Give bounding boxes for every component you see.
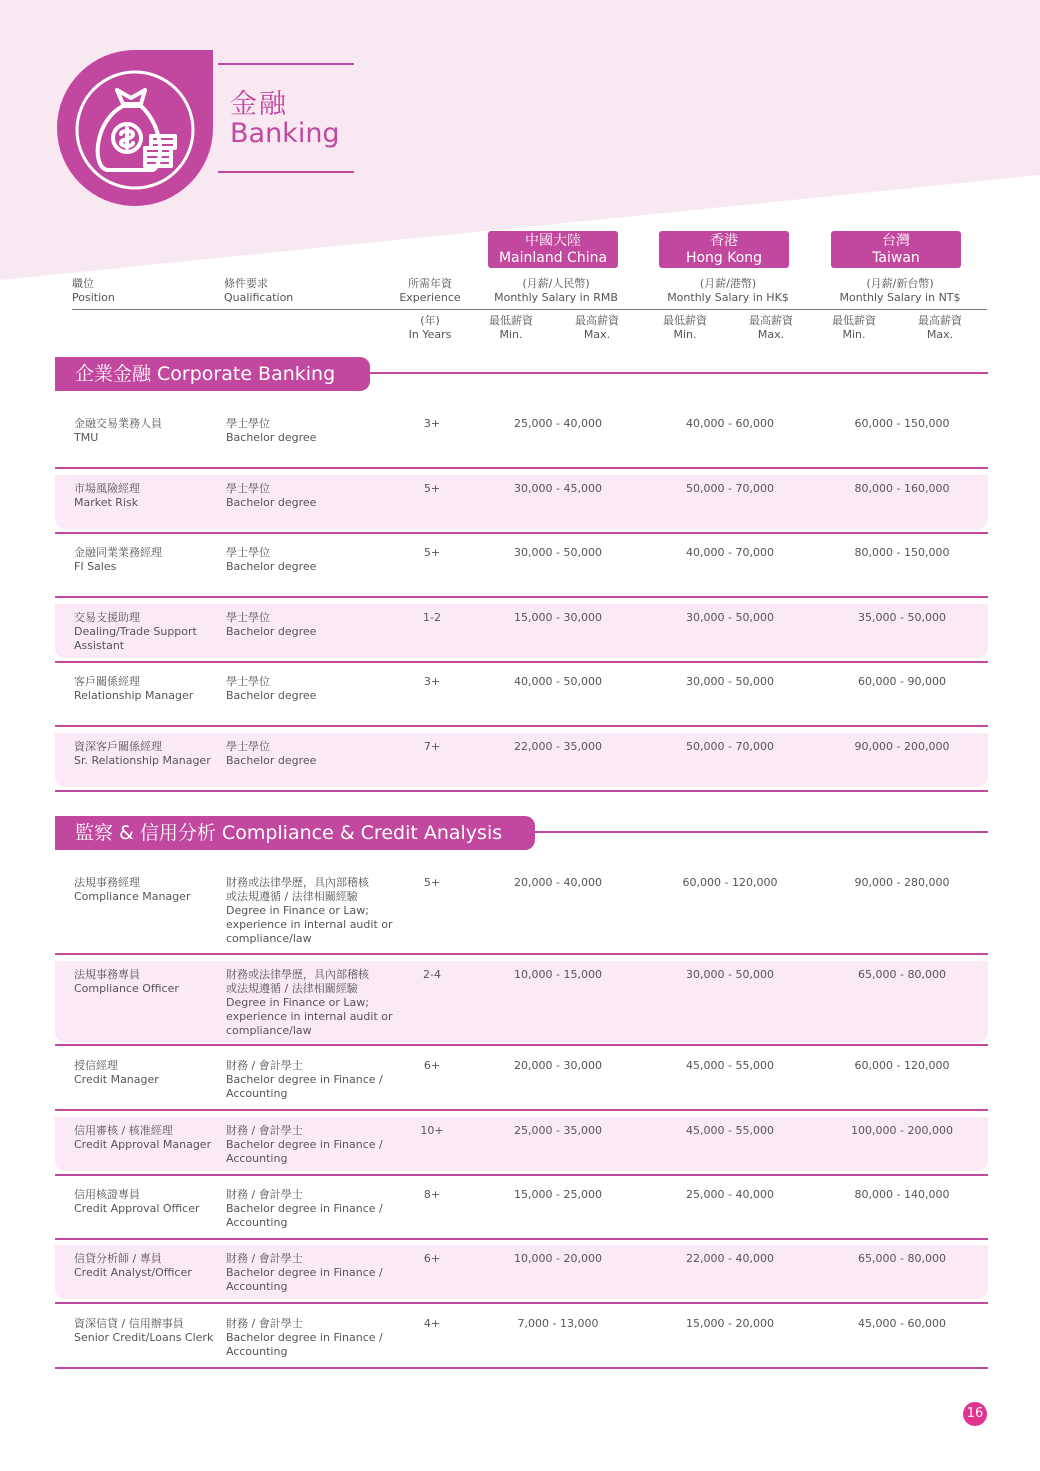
- salary-hongkong-cell: 30,000 - 50,000: [686, 968, 774, 981]
- experience-cell: 7+: [423, 740, 441, 753]
- qualification-line: compliance/law: [226, 1024, 312, 1037]
- row-divider: [55, 725, 988, 727]
- experience-cell: 6+: [423, 1252, 441, 1265]
- qualification-line: Degree in Finance or Law;: [226, 904, 369, 917]
- row-divider: [55, 661, 988, 663]
- row-divider: [55, 532, 988, 534]
- section-title-corporate-banking: 企業金融 Corporate Banking: [55, 357, 370, 391]
- qualification-line: Accounting: [226, 1152, 288, 1165]
- salary-hongkong-cell: 40,000 - 60,000: [686, 417, 774, 430]
- qualification-line: experience in internal audit or: [226, 918, 393, 931]
- qualification-line: 財務或法律學歷，具內部稽核: [226, 968, 369, 981]
- qualification-line: 財務 / 會計學士: [226, 1317, 303, 1330]
- row-divider: [55, 1367, 988, 1369]
- region-zh: 台灣: [882, 233, 910, 249]
- qualification-line: compliance/law: [226, 932, 312, 945]
- qualification-line: Accounting: [226, 1087, 288, 1100]
- salary-taiwan-cell: 60,000 - 90,000: [858, 675, 946, 688]
- qualification-cell: [226, 675, 406, 703]
- header-qual-zh: 條件要求: [224, 277, 268, 290]
- experience-cell: 5+: [423, 482, 441, 495]
- salary-mainland-cell: 25,000 - 40,000: [514, 417, 602, 430]
- max-zh: 最高薪資: [575, 314, 619, 327]
- position-cell: [74, 675, 214, 703]
- salary-unit-zh: (月薪/新台幣): [866, 277, 934, 290]
- qualification-line: Degree in Finance or Law;: [226, 996, 369, 1009]
- salary-mainland-cell: 20,000 - 40,000: [514, 876, 602, 889]
- experience-cell: 3+: [423, 675, 441, 688]
- qualification-line: 財務 / 會計學士: [226, 1188, 303, 1201]
- qualification-line: Bachelor degree in Finance /: [226, 1073, 383, 1086]
- position-zh: 客戶關係經理: [74, 675, 140, 688]
- salary-hongkong-cell: 50,000 - 70,000: [686, 482, 774, 495]
- header-qualification: [224, 277, 293, 305]
- qualification-line: Accounting: [226, 1280, 288, 1293]
- salary-taiwan-cell: 100,000 - 200,000: [851, 1124, 953, 1137]
- qualification-cell: [226, 968, 406, 1038]
- qualification-line: Bachelor degree: [226, 689, 317, 702]
- salary-taiwan-cell: 65,000 - 80,000: [858, 1252, 946, 1265]
- position-en: Dealing/Trade Support Assistant: [74, 625, 197, 652]
- salary-mainland-cell: 20,000 - 30,000: [514, 1059, 602, 1072]
- qualification-line: experience in internal audit or: [226, 1010, 393, 1023]
- qualification-line: Bachelor degree in Finance /: [226, 1138, 383, 1151]
- salary-taiwan-cell: 90,000 - 200,000: [854, 740, 950, 753]
- position-en: Sr. Relationship Manager: [74, 754, 211, 767]
- qualification-cell: [226, 740, 406, 768]
- min-zh: 最低薪資: [489, 314, 533, 327]
- max-zh: 最高薪資: [918, 314, 962, 327]
- row-divider: [55, 1174, 988, 1176]
- experience-cell: 2-4: [423, 968, 441, 981]
- qualification-line: Bachelor degree: [226, 754, 317, 767]
- salary-mainland-cell: 22,000 - 35,000: [514, 740, 602, 753]
- salary-hongkong-cell: 40,000 - 70,000: [686, 546, 774, 559]
- page-title-en: Banking: [230, 118, 340, 149]
- qualification-line: 學士學位: [226, 740, 270, 753]
- experience-cell: 3+: [423, 417, 441, 430]
- qualification-line: Bachelor degree in Finance /: [226, 1202, 383, 1215]
- position-cell: [74, 417, 214, 445]
- salary-hongkong-cell: 50,000 - 70,000: [686, 740, 774, 753]
- qualification-line: 學士學位: [226, 675, 270, 688]
- header-salary-tw: [820, 277, 980, 305]
- header-position: [72, 277, 115, 305]
- experience-cell: 1-2: [423, 611, 441, 624]
- qualification-cell: [226, 417, 406, 445]
- row-divider: [55, 1302, 988, 1304]
- salary-taiwan-cell: 35,000 - 50,000: [858, 611, 946, 624]
- header-min-hk: [657, 314, 713, 342]
- salary-taiwan-cell: 60,000 - 150,000: [854, 417, 950, 430]
- salary-mainland-cell: 25,000 - 35,000: [514, 1124, 602, 1137]
- position-zh: 授信經理: [74, 1059, 118, 1072]
- region-mainland: [488, 231, 618, 268]
- salary-taiwan-cell: 65,000 - 80,000: [858, 968, 946, 981]
- salary-hongkong-cell: 45,000 - 55,000: [686, 1124, 774, 1137]
- header-max-tw: [912, 314, 968, 342]
- position-zh: 信用核證專員: [74, 1188, 140, 1201]
- qualification-line: 財務 / 會計學士: [226, 1252, 303, 1265]
- salary-unit-en: Monthly Salary in HK$: [667, 291, 789, 304]
- salary-hongkong-cell: 60,000 - 120,000: [682, 876, 778, 889]
- qualification-line: 學士學位: [226, 482, 270, 495]
- max-en: Max.: [583, 328, 611, 341]
- section-rule: [535, 831, 988, 833]
- salary-unit-zh: (月薪/人民幣): [522, 277, 590, 290]
- region-zh: 中國大陸: [525, 233, 581, 249]
- salary-mainland-cell: 7,000 - 13,000: [517, 1317, 599, 1330]
- position-en: Credit Approval Manager: [74, 1138, 212, 1151]
- header-salary-hk: [648, 277, 808, 305]
- region-en: Taiwan: [872, 250, 920, 266]
- header-years: [395, 314, 465, 342]
- position-cell: [74, 611, 214, 653]
- region-hongkong: [659, 231, 789, 268]
- experience-cell: 5+: [423, 876, 441, 889]
- qualification-line: Bachelor degree: [226, 625, 317, 638]
- position-en: Senior Credit/Loans Clerk: [74, 1331, 214, 1344]
- min-en: Min.: [842, 328, 866, 341]
- header-max-hk: [743, 314, 799, 342]
- qualification-line: 財務或法律學歷，具內部稽核: [226, 876, 369, 889]
- salary-hongkong-cell: 45,000 - 55,000: [686, 1059, 774, 1072]
- qualification-cell: [226, 1188, 406, 1230]
- position-zh: 交易支援助理: [74, 611, 140, 624]
- salary-taiwan-cell: 80,000 - 140,000: [854, 1188, 950, 1201]
- position-zh: 法規事務經理: [74, 876, 140, 889]
- section-rule: [370, 372, 988, 374]
- header-position-zh: 職位: [72, 277, 94, 290]
- header-position-en: Position: [72, 291, 115, 304]
- region-en: Hong Kong: [685, 250, 763, 266]
- salary-hongkong-cell: 30,000 - 50,000: [686, 611, 774, 624]
- title-rule-bottom: [218, 171, 354, 173]
- qualification-cell: [226, 546, 406, 574]
- qualification-cell: [226, 1059, 406, 1101]
- salary-hongkong-cell: 30,000 - 50,000: [686, 675, 774, 688]
- header-min-tw: [826, 314, 882, 342]
- header-years-zh: (年): [420, 314, 440, 327]
- salary-mainland-cell: 40,000 - 50,000: [514, 675, 602, 688]
- region-en: Mainland China: [498, 250, 608, 266]
- qualification-cell: [226, 1317, 406, 1359]
- header-max-cn: [569, 314, 625, 342]
- position-en: Relationship Manager: [74, 689, 194, 702]
- qualification-cell: [226, 482, 406, 510]
- salary-taiwan-cell: 80,000 - 150,000: [854, 546, 950, 559]
- position-en: Compliance Manager: [74, 890, 191, 903]
- salary-unit-en: Monthly Salary in NT$: [839, 291, 961, 304]
- salary-hongkong-cell: 25,000 - 40,000: [686, 1188, 774, 1201]
- position-en: Market Risk: [74, 496, 139, 509]
- position-zh: 市場風險經理: [74, 482, 140, 495]
- salary-mainland-cell: 30,000 - 45,000: [514, 482, 602, 495]
- position-cell: [74, 1059, 214, 1087]
- qualification-line: 學士學位: [226, 417, 270, 430]
- position-en: TMU: [74, 431, 99, 444]
- min-zh: 最低薪資: [663, 314, 707, 327]
- qualification-line: Bachelor degree in Finance /: [226, 1266, 383, 1279]
- position-en: Compliance Officer: [74, 982, 179, 995]
- position-en: FI Sales: [74, 560, 117, 573]
- salary-mainland-cell: 15,000 - 30,000: [514, 611, 602, 624]
- position-cell: [74, 1317, 214, 1345]
- salary-taiwan-cell: 90,000 - 280,000: [854, 876, 950, 889]
- qualification-line: Bachelor degree: [226, 560, 317, 573]
- header-qual-en: Qualification: [224, 291, 294, 304]
- position-zh: 金融同業業務經理: [74, 546, 162, 559]
- experience-cell: 4+: [423, 1317, 441, 1330]
- salary-mainland-cell: 10,000 - 20,000: [514, 1252, 602, 1265]
- qualification-cell: [226, 1124, 406, 1166]
- title-rule-top: [218, 63, 354, 65]
- max-zh: 最高薪資: [749, 314, 793, 327]
- qualification-line: Bachelor degree in Finance /: [226, 1331, 383, 1344]
- salary-hongkong-cell: 22,000 - 40,000: [686, 1252, 774, 1265]
- row-divider: [55, 1238, 988, 1240]
- min-en: Min.: [673, 328, 697, 341]
- qualification-line: Bachelor degree: [226, 496, 317, 509]
- experience-cell: 6+: [423, 1059, 441, 1072]
- qualification-cell: [226, 876, 406, 946]
- position-zh: 法規事務專員: [74, 968, 140, 981]
- position-zh: 金融交易業務人員: [74, 417, 162, 430]
- salary-taiwan-cell: 45,000 - 60,000: [858, 1317, 946, 1330]
- row-divider: [55, 467, 988, 469]
- max-en: Max.: [757, 328, 785, 341]
- section-title-compliance: 監察 & 信用分析 Compliance & Credit Analysis: [55, 816, 535, 850]
- qualification-line: 學士學位: [226, 546, 270, 559]
- salary-mainland-cell: 30,000 - 50,000: [514, 546, 602, 559]
- qualification-line: Accounting: [226, 1216, 288, 1229]
- qualification-line: 財務 / 會計學士: [226, 1059, 303, 1072]
- position-cell: [74, 740, 214, 768]
- salary-hongkong-cell: 15,000 - 20,000: [686, 1317, 774, 1330]
- qualification-line: 財務 / 會計學士: [226, 1124, 303, 1137]
- row-divider: [55, 1109, 988, 1111]
- position-cell: [74, 1188, 214, 1216]
- qualification-line: 或法規遵循 / 法律相關經驗: [226, 890, 358, 903]
- row-divider: [55, 1044, 988, 1046]
- position-en: Credit Approval Officer: [74, 1202, 200, 1215]
- qualification-line: 或法規遵循 / 法律相關經驗: [226, 982, 358, 995]
- position-zh: 資深信貸 / 信用辦事員: [74, 1317, 184, 1330]
- position-cell: [74, 546, 214, 574]
- qualification-cell: [226, 1252, 406, 1294]
- page-title-zh: 金融: [230, 89, 288, 120]
- experience-cell: 10+: [420, 1124, 444, 1137]
- experience-cell: 5+: [423, 546, 441, 559]
- header-exp-zh: 所需年資: [408, 277, 452, 290]
- region-zh: 香港: [710, 233, 738, 249]
- position-cell: [74, 1252, 214, 1280]
- salary-mainland-cell: 15,000 - 25,000: [514, 1188, 602, 1201]
- row-divider: [55, 596, 988, 598]
- money-bag-coins-icon: [55, 48, 215, 208]
- salary-mainland-cell: 10,000 - 15,000: [514, 968, 602, 981]
- row-divider: [55, 790, 988, 792]
- header-experience: [395, 277, 465, 305]
- position-en: Credit Manager: [74, 1073, 159, 1086]
- salary-taiwan-cell: 80,000 - 160,000: [854, 482, 950, 495]
- salary-taiwan-cell: 60,000 - 120,000: [854, 1059, 950, 1072]
- position-cell: [74, 1124, 214, 1152]
- position-zh: 資深客戶關係經理: [74, 740, 162, 753]
- salary-unit-zh: (月薪/港幣): [699, 277, 757, 290]
- position-cell: [74, 482, 214, 510]
- header-min-cn: [483, 314, 539, 342]
- page-number: 16: [963, 1402, 987, 1426]
- max-en: Max.: [926, 328, 954, 341]
- salary-unit-en: Monthly Salary in RMB: [494, 291, 618, 304]
- header-divider: [72, 309, 987, 310]
- position-en: Credit Analyst/Officer: [74, 1266, 192, 1279]
- qualification-line: Accounting: [226, 1345, 288, 1358]
- row-divider: [55, 953, 988, 955]
- position-zh: 信貸分析師 / 專員: [74, 1252, 162, 1265]
- region-taiwan: [831, 231, 961, 268]
- position-zh: 信用審核 / 核准經理: [74, 1124, 173, 1137]
- min-zh: 最低薪資: [832, 314, 876, 327]
- qualification-cell: [226, 611, 406, 639]
- qualification-line: 學士學位: [226, 611, 270, 624]
- experience-cell: 8+: [423, 1188, 441, 1201]
- qualification-line: Bachelor degree: [226, 431, 317, 444]
- min-en: Min.: [499, 328, 523, 341]
- header-exp-en: Experience: [399, 291, 461, 304]
- header-salary-cn: [476, 277, 636, 305]
- position-cell: [74, 876, 214, 904]
- header-years-en: In Years: [408, 328, 452, 341]
- position-cell: [74, 968, 214, 996]
